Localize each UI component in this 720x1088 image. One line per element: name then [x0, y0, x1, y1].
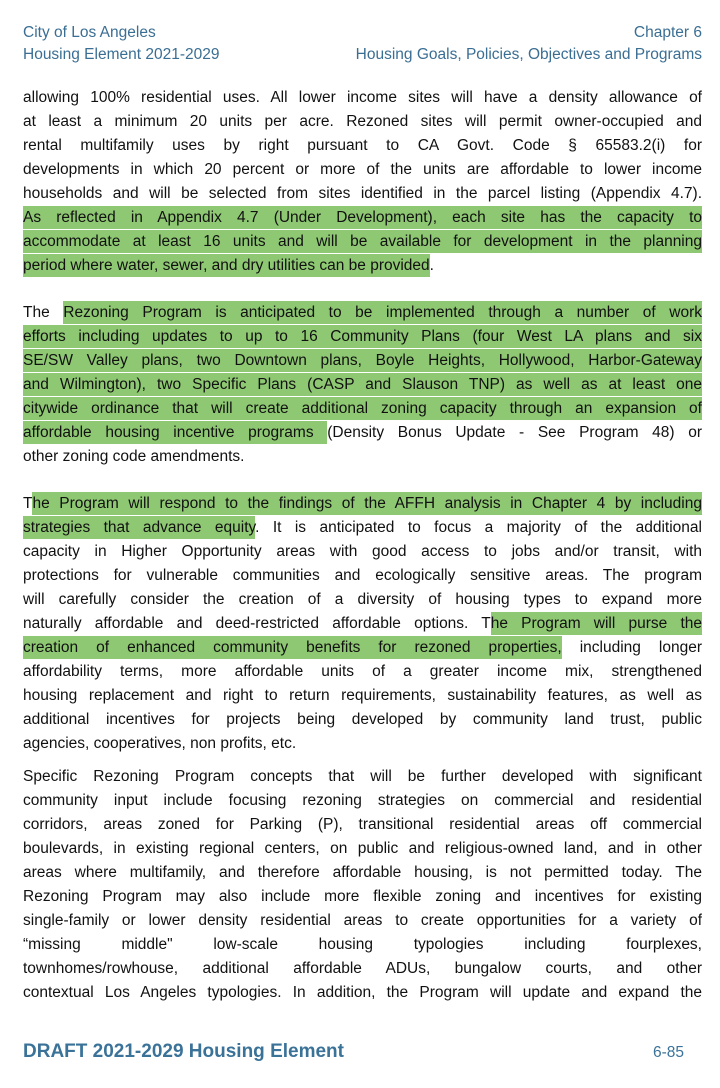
highlighted-text: SE/SW Valley plans, two Downtown plans, Boyle Heights, Hollywood, Harbor-Gateway: [23, 349, 702, 372]
text-line: [23, 933, 702, 957]
text-line: [23, 789, 702, 813]
text-segment: . It is anticipated to focus a majority of the additional: [255, 519, 702, 536]
text-line: [23, 660, 702, 684]
text-segment: community input include focusing rezoning strategies on commercial and residential: [23, 792, 702, 809]
text-line: [23, 158, 702, 182]
header-right: [356, 22, 702, 66]
page-number: 6-85: [652, 1044, 684, 1061]
text-segment: including longer: [561, 639, 702, 656]
text-line: [23, 684, 702, 708]
header-city: City of Los Angeles: [23, 24, 156, 41]
text-line: [23, 765, 702, 789]
text-segment: housing replacement and right to return requirements, sustainability features, as well as: [23, 687, 702, 704]
text-line: [23, 564, 702, 588]
text-segment: boulevards, in existing regional centers, on public and religious-owned land, and in other: [23, 840, 702, 857]
text-line: [23, 837, 702, 861]
text-segment: Specific Rezoning Program concepts that will be further developed with significant: [23, 768, 702, 785]
text-line: [23, 612, 702, 636]
text-line: [23, 445, 702, 469]
text-line: [23, 813, 702, 837]
text-line: [23, 373, 702, 397]
text-line: [23, 708, 702, 732]
text-segment: (Density Bonus Update - See Program 48) or: [327, 424, 702, 441]
text-line: [23, 254, 702, 278]
text-line: [23, 301, 702, 325]
text-segment: developments in which 20 percent or more of the units are affordable to lower income: [23, 161, 702, 178]
text-segment: will carefully consider the creation of a diversity of housing types to expand more: [23, 591, 702, 608]
text-segment: households and will be selected from sites identified in the parcel listing (Appendix 4.7).: [23, 185, 702, 202]
text-line: [23, 540, 702, 564]
text-segment: T: [23, 495, 33, 512]
text-segment: allowing 100% residential uses. All lower income sites will have a density allowance of: [23, 89, 702, 106]
highlighted-text: creation of enhanced community benefits for rezoned properties,: [23, 636, 562, 659]
text-segment: The: [23, 304, 64, 321]
text-line: [23, 492, 702, 516]
text-segment: rental multifamily uses by right pursuant to CA Govt. Code § 65583.2(i) for: [23, 137, 702, 154]
highlighted-text: period where water, sewer, and dry utilities can be provided: [23, 254, 430, 277]
text-segment: Rezoning Program may also include more flexible zoning and incentives for existing: [23, 888, 702, 905]
text-line: [23, 325, 702, 349]
text-segment: “missing middle" low-scale housing typologies including fourplexes,: [23, 936, 702, 953]
text-segment: townhomes/rowhouse, additional affordable ADUs, bungalow courts, and other: [23, 960, 702, 977]
text-line: [23, 110, 702, 134]
text-line: [23, 421, 702, 445]
footer-title: DRAFT 2021-2029 Housing Element: [23, 1041, 344, 1062]
header-left: [23, 22, 219, 66]
paragraph: [23, 492, 702, 756]
document-body: [23, 86, 702, 1005]
text-line: [23, 397, 702, 421]
text-segment: capacity in Higher Opportunity areas with good access to jobs and/or transit, with: [23, 543, 702, 560]
text-line: [23, 885, 702, 909]
highlighted-text: Rezoning Program is anticipated to be implemented through a number of work: [63, 301, 702, 324]
paragraph: [23, 301, 702, 469]
text-segment: agencies, cooperatives, non profits, etc.: [23, 735, 297, 752]
text-segment: additional incentives for projects being developed by community land trust, public: [23, 711, 702, 728]
text-line: [23, 957, 702, 981]
text-segment: .: [429, 257, 434, 274]
text-line: [23, 206, 702, 230]
text-segment: areas where multifamily, and therefore affordable housing, is not permitted today. The: [23, 864, 702, 881]
text-segment: other zoning code amendments.: [23, 448, 245, 465]
highlighted-text: and Wilmington), two Specific Plans (CASP and Slauson TNP) as well as at least one: [23, 373, 702, 396]
highlighted-text: he Program will respond to the findings of the AFFH analysis in Chapter 4 by including: [32, 492, 702, 515]
text-line: [23, 86, 702, 110]
text-line: [23, 588, 702, 612]
text-segment: single-family or lower density residential areas to create opportunities for a variety of: [23, 912, 702, 929]
text-line: [23, 182, 702, 206]
header-document: Housing Element 2021-2029: [23, 46, 220, 63]
text-segment: at least a minimum 20 units per acre. Rezoned sites will permit owner-occupied and: [23, 113, 702, 130]
text-segment: contextual Los Angeles typologies. In addition, the Program will update and expand the: [23, 984, 702, 1001]
header-chapter-title: Housing Goals, Policies, Objectives and Programs: [355, 46, 702, 63]
text-line: [23, 516, 702, 540]
text-segment: naturally affordable and deed-restricted affordable options. T: [23, 615, 491, 632]
highlighted-text: accommodate at least 16 units and will be available for development in the planning: [23, 230, 702, 253]
text-line: [23, 349, 702, 373]
text-segment: corridors, areas zoned for Parking (P), transitional residential areas off commercial: [23, 816, 702, 833]
highlighted-text: he Program will purse the: [491, 612, 702, 635]
paragraph: [23, 765, 702, 1005]
paragraph: [23, 86, 702, 278]
text-line: [23, 732, 702, 756]
highlighted-text: affordable housing incentive programs: [23, 421, 327, 444]
text-line: [23, 230, 702, 254]
text-line: [23, 861, 702, 885]
text-line: [23, 981, 702, 1005]
text-line: [23, 134, 702, 158]
highlighted-text: efforts including updates to up to 16 Community Plans (four West LA plans and six: [23, 325, 702, 348]
header-chapter: Chapter 6: [633, 24, 702, 41]
text-line: [23, 636, 702, 660]
text-segment: affordability terms, more affordable units of a greater income mix, strengthened: [23, 663, 702, 680]
highlighted-text: As reflected in Appendix 4.7 (Under Development), each site has the capacity to: [23, 206, 702, 229]
text-segment: protections for vulnerable communities and ecologically sensitive areas. The program: [23, 567, 702, 584]
highlighted-text: citywide ordinance that will create additional zoning capacity through an expansion of: [23, 397, 702, 420]
highlighted-text: strategies that advance equity: [23, 516, 255, 539]
text-line: [23, 909, 702, 933]
